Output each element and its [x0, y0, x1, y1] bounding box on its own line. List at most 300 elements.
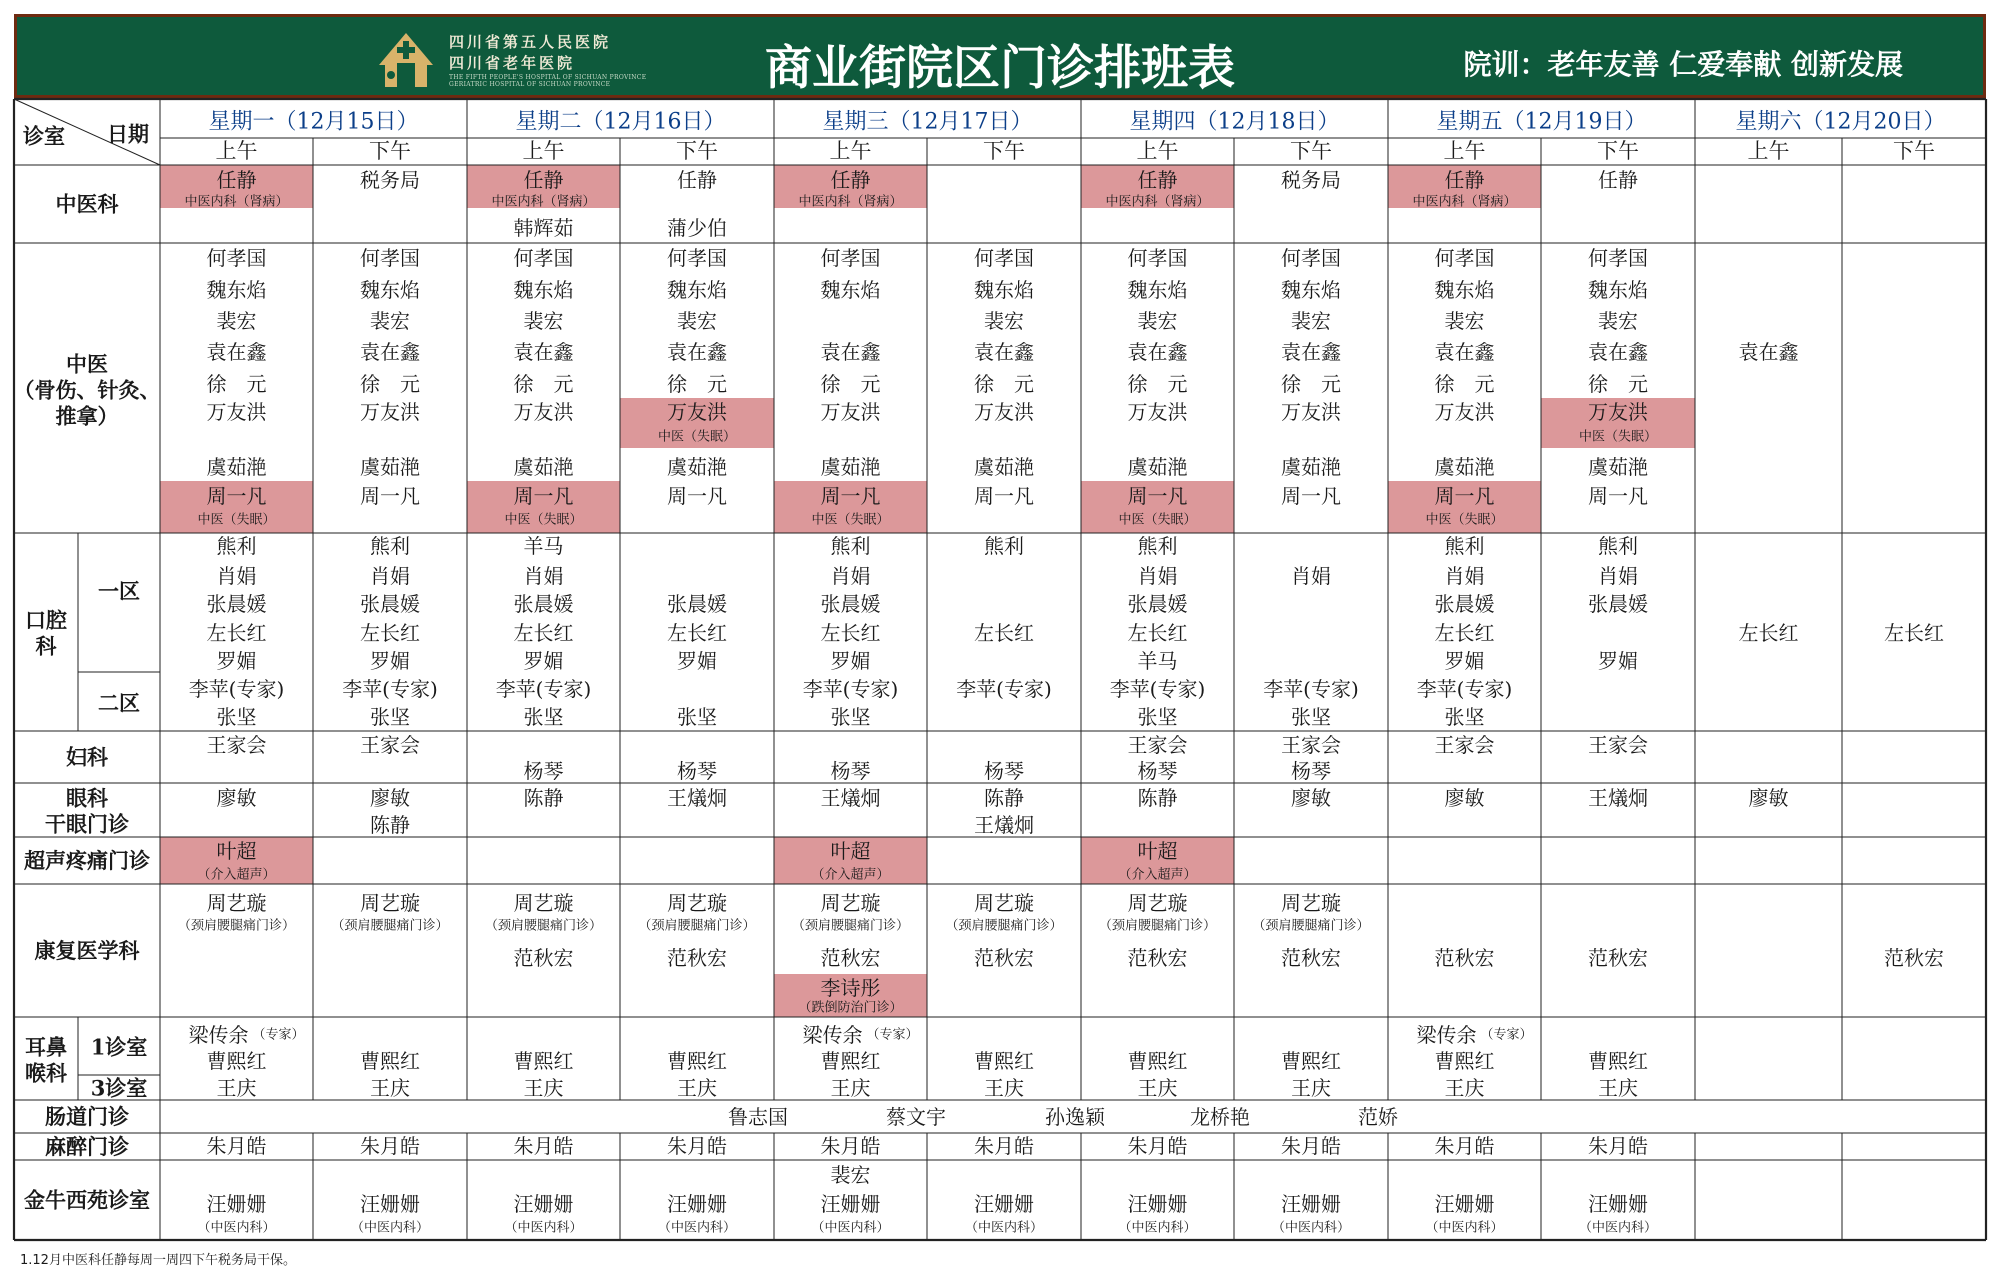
doctor-name: 汪姗姗: [974, 1192, 1034, 1216]
doctor-name: 廖敏: [1748, 786, 1789, 810]
doctor-name: 杨琴: [1137, 759, 1178, 783]
doctor-name: 张坚: [370, 705, 410, 729]
doctor-name: 王庆: [830, 1076, 871, 1100]
doctor-name: 魏东焰: [360, 278, 420, 302]
doctor-name: 万友洪: [974, 400, 1034, 424]
doctor-name: 罗媚: [677, 649, 717, 673]
doctor-name: 任静: [1137, 168, 1178, 192]
clinic-note: （颈肩腰腿痛门诊）: [945, 918, 1063, 934]
doctor-name: 曹熙红: [1434, 1049, 1495, 1073]
hospital-motto: 院训：老年友善 仁爱奉献 创新发展: [1463, 48, 1903, 81]
doctor-name: 陈静: [1137, 786, 1178, 810]
clinic-note: （中医内科）: [350, 1220, 430, 1236]
doctor-name: 陈静: [984, 786, 1024, 810]
doctor-name: 徐 元: [206, 372, 267, 396]
doctor-name: 王庆: [1598, 1076, 1638, 1100]
clinic-note: （中医内科）: [1271, 1220, 1351, 1236]
doctor-name: 张晨媛: [667, 592, 727, 616]
doctor-name: 左长红: [1738, 621, 1799, 645]
doctor-name: 万友洪: [1127, 400, 1188, 424]
doctor-name: 何孝国: [974, 246, 1034, 270]
doctor-name: 曹熙红: [1127, 1049, 1188, 1073]
intestine-doctor: 范娇: [1358, 1105, 1398, 1129]
doctor-name: 何孝国: [1127, 246, 1188, 270]
doctor-name: 袁在鑫: [1127, 340, 1188, 364]
doctor-name: 朱月皓: [667, 1134, 727, 1158]
doctor-name: 张晨媛: [206, 592, 267, 616]
doctor-name: 羊马: [1137, 649, 1178, 673]
doctor-name: 王燨炯: [820, 786, 881, 810]
doctor-name: 何孝国: [820, 246, 881, 270]
doctor-name: 裴宏: [216, 309, 257, 333]
doctor-name: 梁传余: [188, 1023, 249, 1047]
doctor-name: 何孝国: [513, 246, 574, 270]
doctor-name: 税务局: [360, 168, 420, 192]
doctor-name: 朱月皓: [974, 1134, 1034, 1158]
doctor-name: 任静: [677, 168, 717, 192]
doctor-name: 万友洪: [820, 400, 881, 424]
doctor-name: 周艺璇: [1127, 891, 1188, 915]
period-pm-header: 下午: [676, 139, 718, 163]
dept-intestine: 肠道门诊: [45, 1104, 129, 1129]
doctor-name: 范秋宏: [1588, 946, 1648, 970]
day-header: 星期六（12月20日）: [1735, 109, 1946, 135]
day-header: 星期一（12月15日）: [208, 109, 419, 135]
doctor-name: 万友洪: [360, 400, 420, 424]
doctor-name: 周一凡: [1434, 484, 1495, 508]
doctor-name: 虞茹滟: [1127, 455, 1188, 479]
doctor-name: 袁在鑫: [667, 340, 727, 364]
doctor-name: 周一凡: [974, 484, 1034, 508]
doctor-name: 张晨媛: [360, 592, 420, 616]
dept-tcm-therapy: 推拿）: [55, 403, 119, 429]
doctor-name: 何孝国: [1434, 246, 1495, 270]
doctor-name: 范秋宏: [1434, 946, 1495, 970]
doctor-name: 张晨媛: [1127, 592, 1188, 616]
doctor-name: 何孝国: [360, 246, 420, 270]
doctor-name: 王家会: [1588, 733, 1648, 757]
period-am-header: 上午: [829, 139, 872, 163]
clinic-note: 中医（失眠）: [1578, 429, 1658, 445]
clinic-note: （中医内科）: [197, 1220, 276, 1236]
doctor-name: 魏东焰: [667, 278, 727, 302]
doctor-name: 李苹(专家): [956, 677, 1052, 701]
doctor-name: 叶超: [830, 839, 871, 863]
doctor-name: 朱月皓: [513, 1134, 574, 1158]
doctor-name: 任静: [1598, 168, 1638, 192]
doctor-name: 左长红: [667, 621, 727, 645]
doctor-name: 万友洪: [1434, 400, 1495, 424]
clinic-note: 中医（失眠）: [657, 429, 737, 445]
doctor-name: 杨琴: [1291, 759, 1331, 783]
doctor-name: 王家会: [206, 733, 267, 757]
doctor-name: 汪姗姗: [820, 1192, 881, 1216]
doctor-name: 徐 元: [1127, 372, 1188, 396]
dept-tcm-therapy: （骨伤、针灸、: [13, 377, 161, 403]
clinic-note: 中医（失眠）: [504, 512, 583, 528]
period-pm-header: 下午: [1290, 139, 1332, 163]
doctor-name: 袁在鑫: [513, 340, 574, 364]
corner-room-label: 诊室: [23, 123, 65, 149]
day-header: 星期五（12月19日）: [1436, 109, 1647, 135]
doctor-name: 周艺璇: [206, 891, 267, 915]
doctor-name: 曹熙红: [1281, 1049, 1341, 1073]
doctor-name: 罗媚: [1598, 649, 1638, 673]
dept-ent: 喉科: [25, 1060, 67, 1086]
doctor-name: 肖娟: [1598, 564, 1638, 588]
doctor-name: 廖敏: [1444, 786, 1485, 810]
doctor-name: 叶超: [216, 839, 257, 863]
doctor-name: 何孝国: [206, 246, 267, 270]
doctor-name: 曹熙红: [974, 1049, 1034, 1073]
doctor-name: 曹熙红: [206, 1049, 267, 1073]
dept-rehab: 康复医学科: [34, 938, 140, 963]
doctor-name: 张坚: [830, 705, 871, 729]
doctor-name: 杨琴: [677, 759, 717, 783]
doctor-name: 熊利: [216, 534, 257, 558]
doctor-name: 裴宏: [523, 309, 564, 333]
doctor-name: 虞茹滟: [513, 455, 574, 479]
doctor-name: 王庆: [216, 1076, 257, 1100]
doctor-name: 魏东焰: [820, 278, 881, 302]
doctor-name: 王燨炯: [667, 786, 727, 810]
doctor-name: 任静: [523, 168, 564, 192]
doctor-title: （专家）: [1480, 1027, 1533, 1043]
day-header: 星期四（12月18日）: [1129, 109, 1340, 135]
dept-jinniu: 金牛西苑诊室: [24, 1187, 150, 1213]
doctor-name: 张晨媛: [1434, 592, 1495, 616]
doctor-name: 张晨媛: [820, 592, 881, 616]
doctor-name: 杨琴: [523, 759, 564, 783]
doctor-name: 魏东焰: [1434, 278, 1495, 302]
hospital-name-primary: 四川省第五人民医院: [449, 33, 612, 51]
doctor-name: 朱月皓: [1588, 1134, 1648, 1158]
doctor-name: 左长红: [1434, 621, 1495, 645]
period-am-header: 上午: [1443, 139, 1486, 163]
doctor-title: （专家）: [252, 1027, 305, 1043]
clinic-note: 中医（失眠）: [197, 512, 276, 528]
doctor-name: 周一凡: [1281, 484, 1341, 508]
doctor-name: 熊利: [1137, 534, 1178, 558]
doctor-name: 汪姗姗: [1127, 1192, 1188, 1216]
doctor-name: 李苹(专家): [495, 677, 592, 701]
doctor-name: 王家会: [1127, 733, 1188, 757]
doctor-name: 袁在鑫: [1588, 340, 1648, 364]
clinic-note: （中医内科）: [1118, 1220, 1197, 1236]
doctor-name: 熊利: [370, 534, 410, 558]
footnote: 1.12月中医科任静每周一周四下午税务局干保。: [20, 1253, 296, 1268]
clinic-note: （颈肩腰腿痛门诊）: [484, 918, 603, 934]
doctor-name: 王燨炯: [974, 813, 1034, 837]
doctor-name: 罗媚: [1444, 649, 1485, 673]
doctor-name: 徐 元: [360, 372, 420, 396]
doctor-name: 肖娟: [216, 564, 257, 588]
doctor-name: 王庆: [1291, 1076, 1331, 1100]
dept-ent-room3: 3诊室: [90, 1075, 148, 1101]
doctor-name: 虞茹滟: [206, 455, 267, 479]
doctor-name: 汪姗姗: [1281, 1192, 1341, 1216]
doctor-name: 李苹(专家): [1263, 677, 1359, 701]
doctor-name: 朱月皓: [1127, 1134, 1188, 1158]
dept-oral: 口腔: [25, 607, 67, 633]
doctor-name: 张坚: [1137, 705, 1178, 729]
doctor-name: 任静: [830, 168, 871, 192]
doctor-name: 左长红: [360, 621, 420, 645]
doctor-name: 罗媚: [830, 649, 871, 673]
doctor-name: 张坚: [216, 705, 257, 729]
doctor-name: 左长红: [513, 621, 574, 645]
dept-ultrasound-pain: 超声疼痛门诊: [24, 848, 150, 873]
doctor-name: 肖娟: [523, 564, 564, 588]
doctor-name: 杨琴: [830, 759, 871, 783]
doctor-name: 朱月皓: [360, 1134, 420, 1158]
doctor-name: 汪姗姗: [667, 1192, 727, 1216]
dept-tcm: 中医科: [55, 191, 119, 217]
period-pm-header: 下午: [1893, 139, 1935, 163]
clinic-note: 中医内科（肾病）: [798, 194, 903, 210]
clinic-note: 中医内科（肾病）: [1105, 194, 1210, 210]
doctor-name: 周艺璇: [667, 891, 727, 915]
doctor-name: 李苹(专家): [1109, 677, 1206, 701]
doctor-name: 袁在鑫: [820, 340, 881, 364]
doctor-name: 袁在鑫: [974, 340, 1034, 364]
doctor-name: 虞茹滟: [1588, 455, 1648, 479]
hospital-name-english-line1: THE FIFTH PEOPLE'S HOSPITAL OF SICHUAN PROVINCE: [449, 74, 647, 81]
doctor-name: 罗媚: [523, 649, 564, 673]
doctor-name: 廖敏: [1291, 786, 1331, 810]
doctor-name: 王庆: [984, 1076, 1024, 1100]
doctor-name: 羊马: [523, 534, 564, 558]
clinic-note: （中医内科）: [964, 1220, 1044, 1236]
doctor-name: 肖娟: [1137, 564, 1178, 588]
doctor-name: 叶超: [1137, 839, 1178, 863]
clinic-note: 中医（失眠）: [811, 512, 890, 528]
doctor-name: 梁传余: [1416, 1023, 1477, 1047]
hospital-name-english-line2: GERIATRIC HOSPITAL OF SICHUAN PROVINCE: [449, 81, 611, 88]
clinic-note: （介入超声）: [1118, 867, 1197, 883]
doctor-name: 徐 元: [667, 372, 727, 396]
doctor-name: 左长红: [820, 621, 881, 645]
clinic-note: （颈肩腰腿痛门诊）: [791, 918, 910, 934]
doctor-name: 汪姗姗: [1434, 1192, 1495, 1216]
clinic-note: （颈肩腰腿痛门诊）: [638, 918, 756, 934]
doctor-name: 虞茹滟: [974, 455, 1034, 479]
doctor-name: 张晨媛: [1588, 592, 1648, 616]
period-am-header: 上午: [1747, 139, 1790, 163]
doctor-name: 魏东焰: [513, 278, 574, 302]
doctor-name: 裴宏: [1137, 309, 1178, 333]
doctor-name: 徐 元: [974, 372, 1034, 396]
clinic-note: （颈肩腰腿痛门诊）: [331, 918, 449, 934]
doctor-name: 李苹(专家): [342, 677, 438, 701]
clinic-note: （中医内科）: [1425, 1220, 1504, 1236]
doctor-name: 周一凡: [820, 484, 881, 508]
doctor-name: 万友洪: [206, 400, 267, 424]
doctor-name: 周艺璇: [820, 891, 881, 915]
doctor-name: 魏东焰: [974, 278, 1034, 302]
dept-oral-zone2: 二区: [98, 690, 140, 716]
dept-ent-room1: 1诊室: [90, 1034, 148, 1060]
doctor-name: 李苹(专家): [1416, 677, 1513, 701]
clinic-note: （中医内科）: [657, 1220, 737, 1236]
doctor-name: 徐 元: [1588, 372, 1648, 396]
doctor-name: 朱月皓: [206, 1134, 267, 1158]
doctor-name: 罗媚: [370, 649, 410, 673]
doctor-name: 周艺璇: [360, 891, 420, 915]
doctor-name: 魏东焰: [1127, 278, 1188, 302]
doctor-name: 熊利: [1598, 534, 1638, 558]
intestine-doctor: 孙逸颖: [1045, 1105, 1105, 1129]
doctor-name: 廖敏: [216, 786, 257, 810]
doctor-name: 汪姗姗: [206, 1192, 267, 1216]
doctor-name: 曹熙红: [360, 1049, 420, 1073]
doctor-name: 虞茹滟: [667, 455, 727, 479]
doctor-name: 周艺璇: [1281, 891, 1341, 915]
intestine-doctor: 龙桥艳: [1190, 1105, 1250, 1129]
doctor-name: 何孝国: [1588, 246, 1648, 270]
doctor-name: 袁在鑫: [360, 340, 420, 364]
period-am-header: 上午: [1136, 139, 1179, 163]
doctor-name: 李苹(专家): [802, 677, 899, 701]
doctor-name: 徐 元: [1434, 372, 1495, 396]
doctor-name: 袁在鑫: [1281, 340, 1341, 364]
doctor-name: 王家会: [360, 733, 420, 757]
doctor-name: 周一凡: [1588, 484, 1648, 508]
doctor-name: 陈静: [523, 786, 564, 810]
doctor-name: 范秋宏: [1884, 946, 1944, 970]
doctor-name: 梁传余: [802, 1023, 863, 1047]
doctor-name: 万友洪: [513, 400, 574, 424]
dept-anesthesia: 麻醉门诊: [45, 1134, 129, 1159]
doctor-name: 罗媚: [216, 649, 257, 673]
doctor-title: （专家）: [866, 1027, 919, 1043]
doctor-name: 何孝国: [1281, 246, 1341, 270]
intestine-doctor: 蔡文宇: [886, 1105, 946, 1129]
doctor-name: 虞茹滟: [1434, 455, 1495, 479]
dept-eye: 眼科: [66, 785, 108, 811]
doctor-name: 虞茹滟: [1281, 455, 1341, 479]
doctor-name: 曹熙红: [820, 1049, 881, 1073]
doctor-name: 周一凡: [360, 484, 420, 508]
period-pm-header: 下午: [1597, 139, 1639, 163]
clinic-note: （介入超声）: [811, 867, 890, 883]
doctor-name: 税务局: [1281, 168, 1341, 192]
doctor-name: 徐 元: [820, 372, 881, 396]
doctor-name: 李诗彤: [820, 976, 881, 1000]
doctor-name: 王庆: [370, 1076, 410, 1100]
doctor-name: 范秋宏: [1281, 946, 1341, 970]
doctor-name: 王燨炯: [1588, 786, 1648, 810]
doctor-name: 裴宏: [1598, 309, 1638, 333]
doctor-name: 熊利: [830, 534, 871, 558]
doctor-name: 王庆: [1137, 1076, 1178, 1100]
doctor-name: 曹熙红: [513, 1049, 574, 1073]
clinic-note: 中医（失眠）: [1118, 512, 1197, 528]
doctor-name: 张坚: [1444, 705, 1485, 729]
doctor-name: 左长红: [974, 621, 1034, 645]
dept-gyn: 妇科: [66, 744, 108, 770]
doctor-name: 范秋宏: [974, 946, 1034, 970]
intestine-doctor: 鲁志国: [728, 1105, 788, 1129]
doctor-name: 张晨媛: [513, 592, 574, 616]
doctor-name: 裴宏: [1444, 309, 1485, 333]
dept-oral: 科: [35, 633, 57, 659]
doctor-name: 左长红: [1884, 621, 1944, 645]
dept-eye: 干眼门诊: [45, 811, 129, 837]
doctor-name: 朱月皓: [820, 1134, 881, 1158]
doctor-name: 左长红: [1127, 621, 1188, 645]
doctor-name: 万友洪: [1281, 400, 1341, 424]
doctor-name: 王庆: [677, 1076, 717, 1100]
doctor-name: 袁在鑫: [206, 340, 267, 364]
doctor-name: 左长红: [206, 621, 267, 645]
clinic-note: （中医内科）: [1578, 1220, 1658, 1236]
doctor-name: 熊利: [1444, 534, 1485, 558]
doctor-name: 肖娟: [830, 564, 871, 588]
day-header: 星期二（12月16日）: [515, 109, 726, 135]
doctor-name: 张坚: [1291, 705, 1331, 729]
dept-tcm-therapy: 中医: [66, 351, 108, 377]
dept-oral-zone1: 一区: [98, 578, 140, 604]
period-pm-header: 下午: [983, 139, 1025, 163]
doctor-name: 徐 元: [513, 372, 574, 396]
doctor-name: 范秋宏: [667, 946, 727, 970]
doctor-name: 熊利: [984, 534, 1024, 558]
doctor-name: 汪姗姗: [360, 1192, 420, 1216]
doctor-name: 裴宏: [370, 309, 410, 333]
doctor-name: 袁在鑫: [1434, 340, 1495, 364]
doctor-name: 肖娟: [370, 564, 410, 588]
period-am-header: 上午: [215, 139, 258, 163]
doctor-name: 万友洪: [1588, 400, 1648, 424]
doctor-name: 周艺璇: [513, 891, 574, 915]
clinic-note: （颈肩腰腿痛门诊）: [177, 918, 296, 934]
clinic-note: 中医内科（肾病）: [491, 194, 596, 210]
clinic-note: 中医内科（肾病）: [184, 194, 289, 210]
doctor-name: 任静: [216, 168, 257, 192]
doctor-name: 朱月皓: [1434, 1134, 1495, 1158]
clinic-note: （中医内科）: [811, 1220, 890, 1236]
doctor-name: 曹熙红: [667, 1049, 727, 1073]
doctor-name: 王家会: [1281, 733, 1341, 757]
day-header: 星期三（12月17日）: [822, 109, 1033, 135]
doctor-name: 周一凡: [513, 484, 574, 508]
doctor-name: 周一凡: [206, 484, 267, 508]
doctor-name: 周艺璇: [974, 891, 1034, 915]
clinic-note: 中医（失眠）: [1425, 512, 1504, 528]
doctor-name: 杨琴: [984, 759, 1024, 783]
clinic-note: 中医内科（肾病）: [1412, 194, 1517, 210]
doctor-name: 张坚: [677, 705, 717, 729]
doctor-name: 周一凡: [1127, 484, 1188, 508]
clinic-note: （中医内科）: [504, 1220, 583, 1236]
doctor-name: 廖敏: [370, 786, 410, 810]
clinic-note: （颈肩腰腿痛门诊）: [1252, 918, 1370, 934]
doctor-name: 汪姗姗: [1588, 1192, 1648, 1216]
doctor-name: 徐 元: [1281, 372, 1341, 396]
doctor-name: 蒲少伯: [667, 216, 727, 240]
doctor-name: 魏东焰: [206, 278, 267, 302]
doctor-name: 范秋宏: [513, 946, 574, 970]
doctor-name: 汪姗姗: [513, 1192, 574, 1216]
doctor-name: 朱月皓: [1281, 1134, 1341, 1158]
doctor-name: 韩辉茹: [513, 216, 574, 240]
clinic-note: （介入超声）: [197, 867, 276, 883]
doctor-name: 魏东焰: [1588, 278, 1648, 302]
period-pm-header: 下午: [369, 139, 411, 163]
doctor-name: 王家会: [1434, 733, 1495, 757]
doctor-name: 何孝国: [667, 246, 727, 270]
